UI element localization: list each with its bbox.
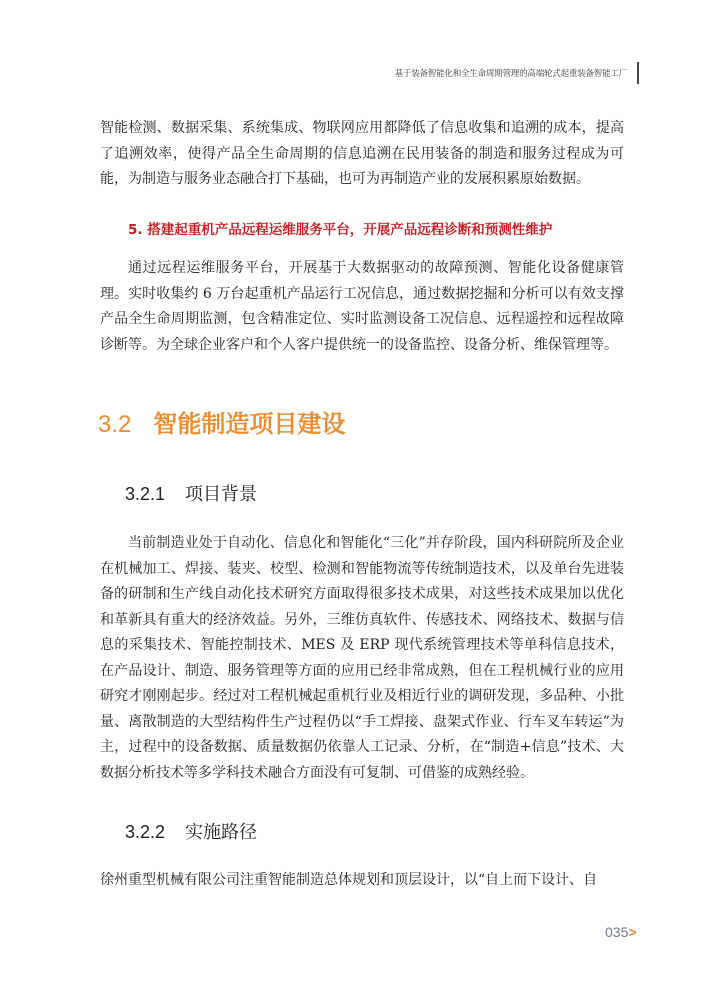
subsection-title: 实施路径 [185, 822, 258, 842]
page-footer [605, 924, 637, 940]
subsection-heading-3-2-2 [125, 818, 257, 844]
page-number: 035 [605, 924, 629, 940]
paragraph-remote-ops: 通过远程运维服务平台，开展基于大数据驱动的故障预测、智能化设备健康管理。实时收集约 6 万台起重机产品运行工况信息，通过数据挖掘和分析可以有效支撑产品全生命周期监测，包含精准定位、实时监测设备工况信息、远程遥控和远程故障诊断等。为全球企业客户和个人客户提供统一的设备监控、设备分析、维保管理等。 [100, 260, 624, 353]
running-header [395, 62, 639, 84]
numbered-heading-remote-ops: 5. 搭建起重机产品远程运维服务平台，开展产品远程诊断和预测性维护 [128, 222, 553, 238]
paragraph-traceability: 智能检测、数据采集、系统集成、物联网应用都降低了信息收集和追溯的成本，提高了追溯效率，使得产品全生命周期的信息追溯在民用装备的制造和服务过程成为可能，为制造与服务业态融合打下基础，也可为再制造产业的发展积累原始数据。 [100, 120, 624, 187]
subsection-number: 3.2.1 [125, 484, 166, 504]
section-title: 智能制造项目建设 [153, 411, 346, 438]
section-heading-3-2 [98, 404, 345, 439]
subsection-title: 项目背景 [185, 484, 258, 504]
subsection-heading-3-2-1 [125, 480, 257, 506]
subsection-number: 3.2.2 [125, 822, 166, 842]
header-divider [637, 62, 639, 84]
next-arrow-icon: > [628, 924, 637, 940]
section-number: 3.2 [98, 411, 132, 438]
header-title: 基于装备智能化和全生命周期管理的高端轮式起重装备智能工厂 [394, 69, 627, 79]
paragraph-implementation: 徐州重型机械有限公司注重智能制造总体规划和顶层设计，以“自上而下设计、自 [100, 872, 598, 888]
paragraph-background: 当前制造业处于自动化、信息化和智能化“三化”并存阶段，国内科研院所及企业在机械加工、焊接、装夹、校型、检测和智能物流等传统制造技术，以及单台先进装备的研制和生产线自动化技术研究方面取得很多技术成果，对这些技术成果加以优化和革新具有重大的经济效益。另外，三维仿真软件、传感技术、网络技术、数据与信息的采集技术、智能控制技术、MES 及 ERP 现代系统管理技术等单科信息技术，在产品设计、制造、服务管理等方面的应用已经非常成熟，但在工程机械行业的应用研究才刚刚起步。经过对工程机械起重机行业及相近行业的调研发现，多品种、小批量、离散制造的大型结构件生产过程仍以“手工焊接、盘架式作业、行车叉车转运”为主，过程中的设备数据、质量数据仍依靠人工记录、分析，在“制造+信息”技术、大数据分析技术等多学科技术融合方面没有可复制、可借鉴的成熟经验。 [100, 535, 624, 781]
